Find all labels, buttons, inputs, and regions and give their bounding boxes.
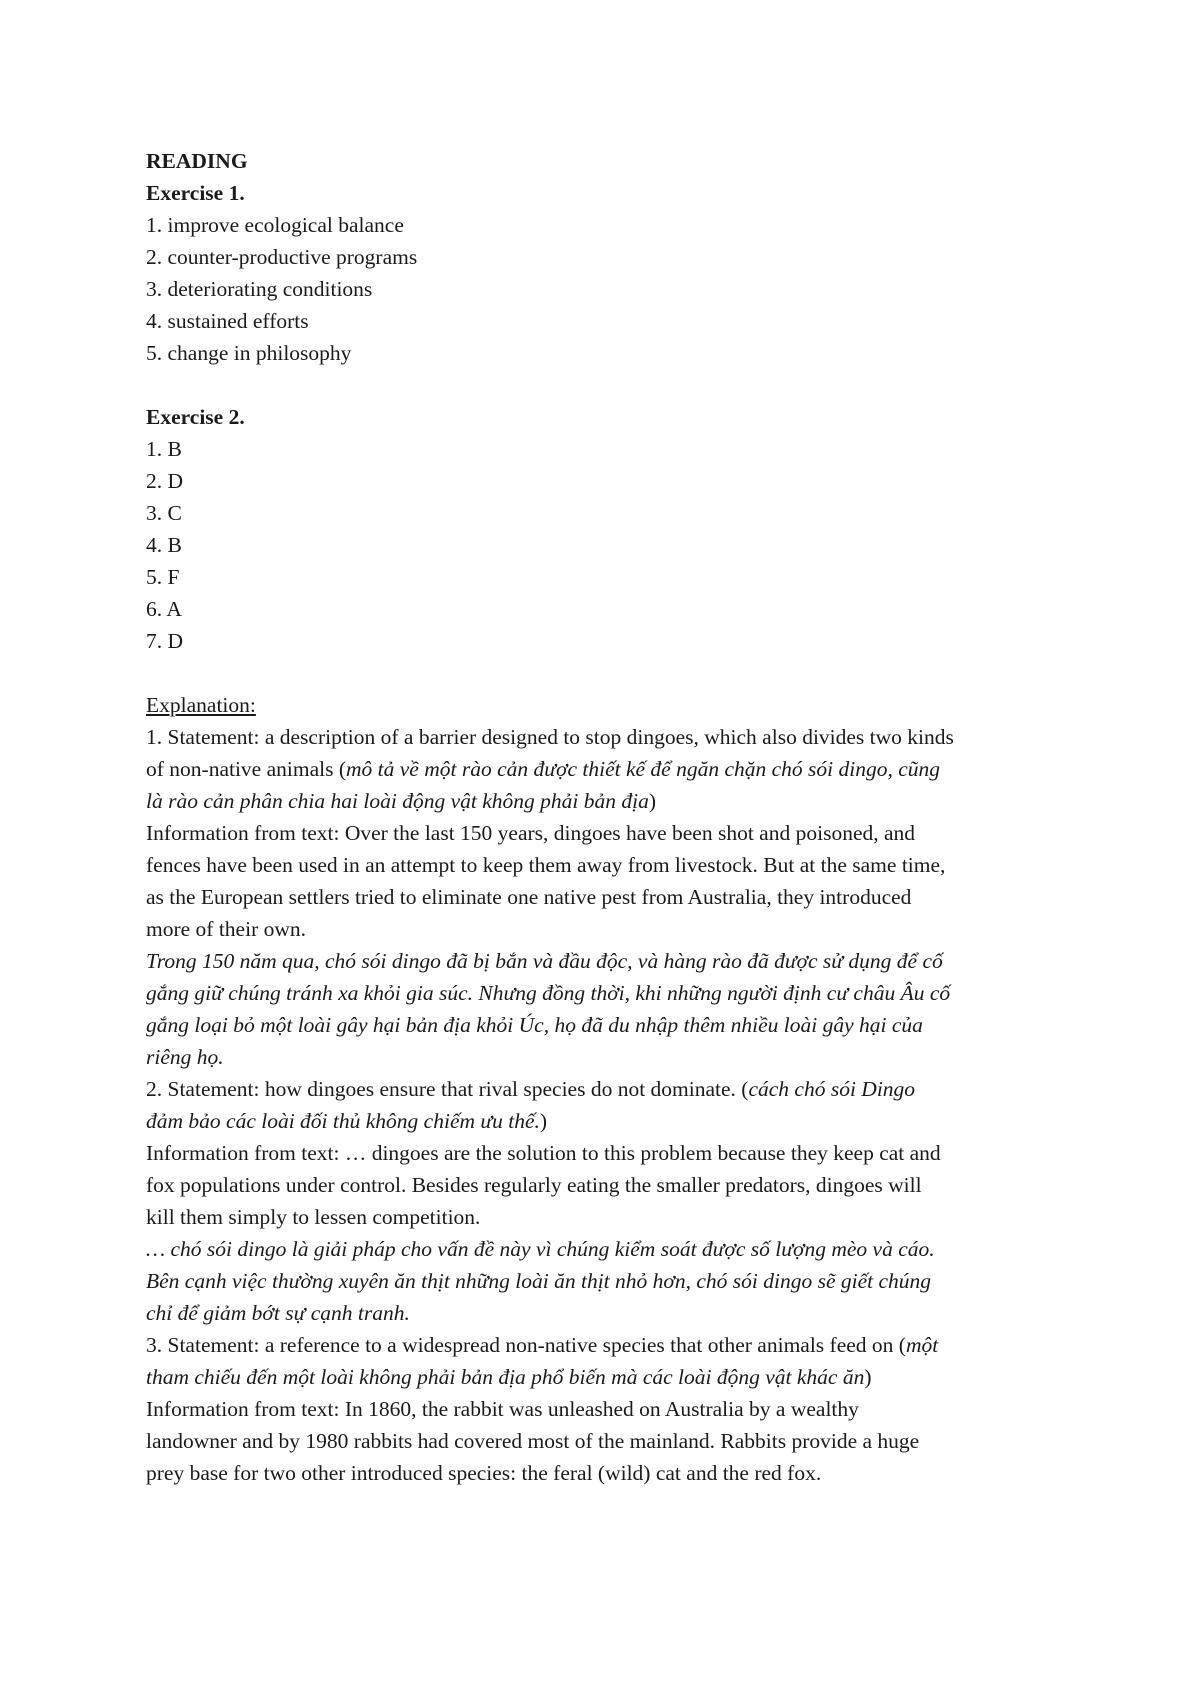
exercise-2-item: 7. D — [146, 629, 184, 653]
explanation-1-translation: riêng họ. — [146, 1045, 224, 1069]
explanation-title: Explanation: — [146, 693, 256, 717]
explanation-3-info: prey base for two other introduced species: the feral (wild) cat and the red fox. — [146, 1461, 822, 1485]
explanation-3-statement — [146, 1329, 1066, 1361]
exercise-2-item: 5. F — [146, 565, 180, 589]
spacer — [146, 369, 1066, 401]
exercise-1-item: 3. deteriorating conditions — [146, 277, 373, 301]
statement-text: 2. Statement: how dingoes ensure that rival species do not dominate. ( — [146, 1077, 749, 1101]
explanation-2-translation: … chó sói dingo là giải pháp cho vấn đề này vì chúng kiểm soát được số lượng mèo và cáo. — [146, 1237, 935, 1261]
explanation-3-info: Information from text: In 1860, the rabbit was unleashed on Australia by a wealthy — [146, 1397, 859, 1421]
explanation-2-statement — [146, 1105, 1066, 1137]
statement-translation: là rào cản phân chia hai loài động vật không phải bản địa — [146, 789, 649, 813]
explanation-3-info: landowner and by 1980 rabbits had covered most of the mainland. Rabbits provide a huge — [146, 1429, 920, 1453]
spacer — [146, 657, 1066, 689]
exercise-1-item: 5. change in philosophy — [146, 341, 352, 365]
explanation-2-info: Information from text: … dingoes are the solution to this problem because they keep cat and — [146, 1141, 941, 1165]
statement-text: ) — [648, 789, 656, 813]
statement-text: 3. Statement: a reference to a widespread non-native species that other animals feed on ( — [146, 1333, 906, 1357]
explanation-1-translation: gắng giữ chúng tránh xa khỏi gia súc. Nhưng đồng thời, khi những người định cư châu Âu cố — [146, 981, 951, 1005]
explanation-1-info: Information from text: Over the last 150 years, dingoes have been shot and poisoned, and — [146, 821, 916, 845]
explanation-2-info: kill them simply to lessen competition. — [146, 1205, 481, 1229]
explanation-1-statement — [146, 785, 1066, 817]
exercise-2-item: 4. B — [146, 533, 182, 557]
explanation-1-info: more of their own. — [146, 917, 307, 941]
exercise-2-item: 1. B — [146, 437, 182, 461]
explanation-2-translation: Bên cạnh việc thường xuyên ăn thịt những loài ăn thịt nhỏ hơn, chó sói dingo sẽ giết chúng — [146, 1269, 932, 1293]
statement-translation: tham chiếu đến một loài không phải bản địa phổ biến mà các loài động vật khác ăn — [146, 1365, 865, 1389]
statement-translation: một — [905, 1333, 939, 1357]
explanation-1-translation: Trong 150 năm qua, chó sói dingo đã bị bắn và đầu độc, và hàng rào đã được sử dụng để cố — [146, 949, 943, 973]
exercise-2-item: 3. C — [146, 501, 182, 525]
exercise-2-item: 6. A — [146, 597, 182, 621]
explanation-2-info: fox populations under control. Besides regularly eating the smaller predators, dingoes will — [146, 1173, 922, 1197]
exercise-2-item: 2. D — [146, 469, 184, 493]
statement-text: of non-native animals ( — [146, 757, 347, 781]
statement-translation: mô tả về một rào cản được thiết kế để ngăn chặn chó sói dingo, cũng — [346, 757, 941, 781]
statement-text: ) — [539, 1109, 548, 1133]
explanation-1-translation: gắng loại bỏ một loài gây hại bản địa khỏi Úc, họ đã du nhập thêm nhiều loài gây hại của — [146, 1013, 923, 1037]
explanation-1-info: fences have been used in an attempt to keep them away from livestock. But at the same time, — [146, 853, 946, 877]
explanation-2-statement — [146, 1073, 1066, 1105]
explanation-3-statement — [146, 1361, 1066, 1393]
statement-text: 1. Statement: a description of a barrier designed to stop dingoes, which also divides two kinds — [146, 725, 954, 749]
exercise-1-item: 2. counter-productive programs — [146, 245, 418, 269]
statement-text: ) — [864, 1365, 872, 1389]
explanation-1-info: as the European settlers tried to eliminate one native pest from Australia, they introduced — [146, 885, 912, 909]
explanation-1-statement — [146, 721, 1066, 753]
statement-translation: cách chó sói Dingo — [748, 1077, 916, 1101]
explanation-1-statement — [146, 753, 1066, 785]
section-heading: READING — [146, 149, 248, 173]
exercise-2-title: Exercise 2. — [146, 405, 245, 429]
explanation-2-translation: chỉ để giảm bớt sự cạnh tranh. — [146, 1301, 410, 1325]
statement-translation: đảm bảo các loài đối thủ không chiếm ưu thế. — [146, 1109, 540, 1133]
exercise-1-title: Exercise 1. — [146, 181, 245, 205]
exercise-1-item: 1. improve ecological balance — [146, 213, 404, 237]
document-body — [146, 145, 1066, 1489]
exercise-1-item: 4. sustained efforts — [146, 309, 309, 333]
